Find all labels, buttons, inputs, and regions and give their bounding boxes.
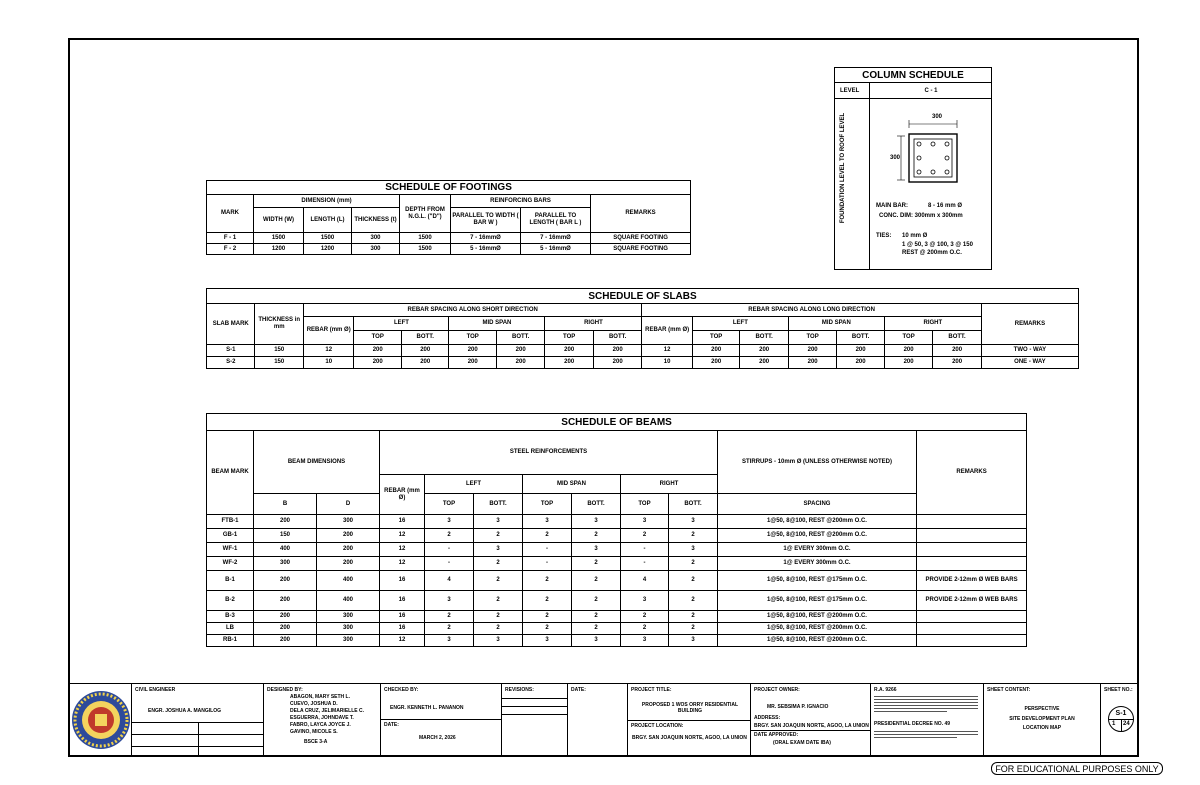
cell-value: 200	[740, 357, 788, 369]
footing-schedule-title: SCHEDULE OF FOOTINGS	[207, 181, 691, 195]
cell-value: 200	[545, 357, 593, 369]
col-header-top: TOP	[523, 494, 572, 515]
designer-name: DELA CRUZ, JELIMARIELLE C.	[290, 708, 364, 714]
cell-value: 2	[669, 571, 718, 591]
sheet-content-item: PERSPECTIVE	[1024, 706, 1060, 712]
cell-value: 3	[474, 543, 523, 557]
ra-label: R.A. 9266	[874, 687, 897, 693]
cell-value: 2	[621, 611, 669, 623]
cell-mark: S-1	[207, 345, 255, 357]
cell-mark: GB-1	[207, 529, 254, 543]
col-header-bott: BOTT.	[401, 331, 448, 345]
cell-mark: B-3	[207, 611, 254, 623]
table-row	[207, 357, 1079, 369]
table-row	[207, 623, 1027, 635]
cell-value: 200	[354, 345, 401, 357]
cell-d: 300	[317, 515, 380, 529]
cell-d: 300	[317, 623, 380, 635]
col-header-b: B	[254, 494, 317, 515]
col-header-bott: BOTT.	[496, 331, 544, 345]
cell-value: -	[425, 543, 474, 557]
ties-spacing: 1 @ 50, 3 @ 100, 3 @ 150	[902, 242, 973, 248]
column-schedule	[834, 67, 992, 270]
column-section-drawing	[835, 68, 993, 271]
designer-name: GAVINO, MICOLE S.	[290, 729, 338, 735]
cell-rebar: 16	[380, 611, 425, 623]
col-header-right: RIGHT	[884, 317, 981, 331]
col-header-left: LEFT	[425, 475, 523, 494]
col-header-remarks: REMARKS	[917, 431, 1027, 515]
cell-length: 1200	[304, 244, 352, 255]
cell-b: 200	[254, 571, 317, 591]
col-header-stirrups: STIRRUPS - 10mm Ø (UNLESS OTHERWISE NOTED)	[718, 431, 917, 494]
col-header-top: TOP	[354, 331, 401, 345]
col-header-rebar: REBAR (mm Ø)	[642, 317, 693, 345]
col-header-parallel-width: PARALLEL TO WIDTH ( BAR W )	[451, 208, 521, 233]
cell-value: -	[425, 557, 474, 571]
cell-value: 2	[474, 611, 523, 623]
ties-rest: REST @ 200mm O.C.	[902, 250, 962, 256]
date-label: DATE:	[384, 722, 399, 728]
col-header-left: LEFT	[692, 317, 788, 331]
col-header-bott: BOTT.	[572, 494, 621, 515]
col-header-beam-mark: BEAM MARK	[207, 431, 254, 515]
cell-b: 200	[254, 611, 317, 623]
col-header-width: WIDTH (W)	[254, 208, 304, 233]
cell-remarks: PROVIDE 2-12mm Ø WEB BARS	[917, 591, 1027, 611]
cell-value: 200	[449, 357, 496, 369]
project-location-label: PROJECT LOCATION:	[631, 723, 684, 729]
cell-value: 3	[621, 635, 669, 647]
designer-name: ESGUERRA, JOHNDAVE T.	[290, 715, 354, 721]
cell-b: 200	[254, 635, 317, 647]
cell-remarks	[917, 611, 1027, 623]
sheet-number: S-1	[1115, 710, 1127, 717]
col-header-depth: DEPTH FROM N.G.L. ("D")	[400, 195, 451, 233]
cell-value: 200	[933, 345, 981, 357]
footing-schedule-table	[206, 180, 691, 255]
cell-value: 200	[788, 345, 836, 357]
cell-b: 300	[254, 557, 317, 571]
cell-rebar: 12	[380, 557, 425, 571]
col-header-mid-span: MID SPAN	[449, 317, 545, 331]
col-header-top: TOP	[449, 331, 496, 345]
cell-mark: B-1	[207, 571, 254, 591]
cell-rebar: 12	[642, 345, 693, 357]
cell-b: 400	[254, 543, 317, 557]
cell-mark: RB-1	[207, 635, 254, 647]
cell-value: -	[523, 557, 572, 571]
cell-value: 2	[523, 623, 572, 635]
cell-value: 2	[425, 623, 474, 635]
date-approved-value: (ORAL EXAM DATE IBA)	[773, 740, 831, 746]
cell-value: 3	[572, 543, 621, 557]
cell-value: 2	[572, 557, 621, 571]
designer-name: FABRO, LAYCA JOYCE J.	[290, 722, 351, 728]
table-row	[207, 611, 1027, 623]
cell-value: 3	[669, 635, 718, 647]
cell-value: 2	[572, 623, 621, 635]
section-label: BSCE 3-A	[304, 739, 328, 745]
col-header-top: TOP	[545, 331, 593, 345]
cell-value: 2	[572, 591, 621, 611]
cell-rebar: 16	[380, 591, 425, 611]
col-header-steel: STEEL REINFORCEMENTS	[380, 431, 718, 475]
col-header-thickness: THICKNESS (t)	[352, 208, 400, 233]
col-header-spacing: SPACING	[718, 494, 917, 515]
cell-value: 200	[933, 357, 981, 369]
cell-value: 2	[523, 571, 572, 591]
col-header-mark: MARK	[207, 195, 254, 233]
col-header-top: TOP	[788, 331, 836, 345]
cell-rebar: 12	[380, 543, 425, 557]
cell-value: 4	[425, 571, 474, 591]
date-approved-label: DATE APPROVED:	[754, 732, 799, 738]
cell-value: 2	[621, 529, 669, 543]
cell-width: 1200	[254, 244, 304, 255]
cell-value: 2	[474, 591, 523, 611]
col-header-length: LENGTH (L)	[304, 208, 352, 233]
cell-remarks	[917, 515, 1027, 529]
cell-rebar: 16	[380, 623, 425, 635]
cell-value: -	[523, 543, 572, 557]
cell-spacing: 1@ EVERY 300mm O.C.	[718, 543, 917, 557]
col-header-remarks: REMARKS	[591, 195, 691, 233]
col-header-right: RIGHT	[621, 475, 718, 494]
cell-depth: 1500	[400, 233, 451, 244]
checked-by-label: CHECKED BY:	[384, 687, 419, 693]
cell-value: 2	[474, 529, 523, 543]
cell-value: 200	[449, 345, 496, 357]
revision-date-label: DATE:	[571, 687, 586, 693]
civil-engineer-label: CIVIL ENGINEER	[135, 687, 176, 693]
cell-value: 3	[669, 543, 718, 557]
cell-value: 2	[523, 611, 572, 623]
cell-value: 2	[669, 557, 718, 571]
cell-remarks: SQUARE FOOTING	[591, 244, 691, 255]
cell-remarks	[917, 623, 1027, 635]
cell-value: 3	[669, 515, 718, 529]
cell-spacing: 1@50, 8@100, REST @200mm O.C.	[718, 623, 917, 635]
project-title-label: PROJECT TITLE:	[631, 687, 672, 693]
cell-value: 2	[523, 591, 572, 611]
table-row	[207, 515, 1027, 529]
cell-value: 200	[788, 357, 836, 369]
cell-value: 200	[593, 357, 641, 369]
cell-thickness: 300	[352, 244, 400, 255]
col-header-bott: BOTT.	[669, 494, 718, 515]
col-header-long-direction: REBAR SPACING ALONG LONG DIRECTION	[642, 304, 981, 317]
fine-print-block	[874, 694, 978, 714]
sheet-number-label: SHEET NO.:	[1104, 687, 1133, 693]
column-schedule-title: COLUMN SCHEDULE	[835, 68, 991, 83]
date-value: MARCH 2, 2026	[419, 735, 456, 741]
cell-value: 2	[425, 611, 474, 623]
col-header-top: TOP	[425, 494, 474, 515]
cell-value: 3	[621, 591, 669, 611]
main-bar-label: MAIN BAR:	[876, 203, 908, 209]
cell-value: 2	[425, 529, 474, 543]
cell-value: 2	[523, 529, 572, 543]
cell-d: 400	[317, 591, 380, 611]
project-owner-cell	[750, 684, 870, 757]
cell-mark: B-2	[207, 591, 254, 611]
civil-engineer-name: ENGR. JOSHUA A. MANGILOG	[148, 708, 221, 714]
level-label: LEVEL	[840, 88, 860, 94]
col-header-thickness: THICKNESS in mm	[255, 304, 303, 345]
cell-bar-l: 5 - 16mmØ	[521, 244, 591, 255]
cell-mark: F - 2	[207, 244, 254, 255]
cell-remarks: ONE - WAY	[981, 357, 1078, 369]
col-header-d: D	[317, 494, 380, 515]
ties-size: 10 mm Ø	[902, 233, 928, 239]
cell-value: 2	[572, 529, 621, 543]
cell-value: 2	[572, 571, 621, 591]
cell-bar-w: 7 - 16mmØ	[451, 233, 521, 244]
cell-remarks: PROVIDE 2-12mm Ø WEB BARS	[917, 571, 1027, 591]
table-row	[207, 345, 1079, 357]
sheet-index: 1	[1112, 721, 1116, 727]
cell-bar-l: 7 - 16mmØ	[521, 233, 591, 244]
cell-mark: WF-2	[207, 557, 254, 571]
cell-value: 200	[692, 345, 739, 357]
col-header-top: TOP	[621, 494, 669, 515]
cell-b: 200	[254, 591, 317, 611]
legal-reference-cell	[870, 684, 983, 757]
cell-mark: LB	[207, 623, 254, 635]
table-row	[207, 635, 1027, 647]
cell-d: 300	[317, 635, 380, 647]
col-header-bott: BOTT.	[740, 331, 788, 345]
table-row	[207, 591, 1027, 611]
cell-value: 3	[474, 635, 523, 647]
sheet-content-cell	[983, 684, 1100, 757]
university-seal-logo	[71, 690, 131, 750]
column-mark: C - 1	[924, 88, 938, 94]
cell-rebar: 12	[380, 635, 425, 647]
col-header-right: RIGHT	[545, 317, 642, 331]
cell-value: 200	[496, 345, 544, 357]
cell-value: 4	[621, 571, 669, 591]
revisions-label: REVISIONS:	[505, 687, 534, 693]
cell-spacing: 1@50, 8@100, REST @200mm O.C.	[718, 515, 917, 529]
address-value: BRGY. SAN JOAQUIN NORTE, AGOO, LA UNION	[754, 723, 869, 729]
col-header-top: TOP	[692, 331, 739, 345]
table-row	[207, 233, 691, 244]
level-range-label: FOUNDATION LEVEL TO ROOF LEVEL	[840, 112, 846, 224]
cell-d: 200	[317, 557, 380, 571]
col-header-bott: BOTT.	[933, 331, 981, 345]
table-row	[207, 543, 1027, 557]
cell-width: 1500	[254, 233, 304, 244]
col-header-remarks: REMARKS	[981, 304, 1078, 345]
cell-rebar: 16	[380, 571, 425, 591]
designed-by-label: DESIGNED BY:	[267, 687, 303, 693]
project-owner-label: PROJECT OWNER:	[754, 687, 800, 693]
sheet-number-cell	[1100, 684, 1139, 757]
cell-depth: 1500	[400, 244, 451, 255]
col-header-rebar: REBAR (mm Ø)	[380, 475, 425, 515]
cell-value: 3	[523, 635, 572, 647]
cell-spacing: 1@50, 8@100, REST @175mm O.C.	[718, 591, 917, 611]
table-row	[207, 529, 1027, 543]
title-block	[68, 683, 1139, 757]
cell-rebar: 12	[380, 529, 425, 543]
checked-by-name: ENGR. KENNETH L. PANANON	[390, 705, 464, 711]
beam-schedule-title: SCHEDULE OF BEAMS	[207, 414, 1027, 431]
cell-value: 200	[401, 357, 448, 369]
cell-remarks	[917, 529, 1027, 543]
address-label: ADDRESS:	[754, 715, 781, 721]
cell-value: 3	[474, 515, 523, 529]
sheet-content-item: LOCATION MAP	[1022, 725, 1062, 731]
col-header-parallel-length: PARALLEL TO LENGTH ( BAR L )	[521, 208, 591, 233]
col-header-top: TOP	[884, 331, 932, 345]
col-header-beam-dimensions: BEAM DIMENSIONS	[254, 431, 380, 494]
cell-remarks: TWO - WAY	[981, 345, 1078, 357]
project-title: PROPOSED 1 WOS ORRY RESIDENTIAL BUILDING	[641, 702, 739, 714]
cell-d: 200	[317, 543, 380, 557]
cell-value: -	[621, 543, 669, 557]
cell-value: 3	[425, 515, 474, 529]
cell-bar-w: 5 - 16mmØ	[451, 244, 521, 255]
cell-d: 300	[317, 611, 380, 623]
revision-date-cell	[567, 684, 627, 757]
cell-value: 2	[474, 571, 523, 591]
cell-mark: WF-1	[207, 543, 254, 557]
project-owner: MR. SEBSIMA P. IGNACIO	[767, 704, 829, 710]
cell-rebar: 10	[642, 357, 693, 369]
cell-value: 2	[474, 557, 523, 571]
cell-value: 3	[523, 515, 572, 529]
cell-value: 3	[572, 515, 621, 529]
cell-spacing: 1@50, 8@100, REST @175mm O.C.	[718, 571, 917, 591]
cell-rebar: 10	[303, 357, 354, 369]
column-width-dimension: 300	[932, 114, 943, 120]
cell-value: 3	[572, 635, 621, 647]
cell-value: 3	[425, 635, 474, 647]
cell-value: 2	[669, 611, 718, 623]
cell-spacing: 1@50, 8@100, REST @200mm O.C.	[718, 529, 917, 543]
cell-d: 400	[317, 571, 380, 591]
cell-mark: F - 1	[207, 233, 254, 244]
col-header-mid-span: MID SPAN	[523, 475, 621, 494]
designed-by-cell	[263, 684, 380, 757]
cell-value: 2	[669, 623, 718, 635]
main-bar-value: 8 - 16 mm Ø	[928, 203, 963, 209]
cell-value: 3	[425, 591, 474, 611]
cell-value: 200	[401, 345, 448, 357]
column-depth-dimension: 300	[890, 155, 901, 161]
cell-thickness: 300	[352, 233, 400, 244]
cell-remarks	[917, 543, 1027, 557]
cell-b: 200	[254, 623, 317, 635]
cell-mark: FTB-1	[207, 515, 254, 529]
cell-thickness: 150	[255, 357, 303, 369]
cell-thickness: 150	[255, 345, 303, 357]
cell-value: 2	[572, 611, 621, 623]
fine-print-block	[874, 729, 978, 740]
pd-label: PRESIDENTIAL DECREE NO. 49	[874, 721, 951, 727]
col-header-reinforcing: REINFORCING BARS	[451, 195, 591, 208]
sheet-total: 24	[1123, 721, 1130, 727]
sheet-content-item: SITE DEVELOPMENT PLAN	[1009, 716, 1075, 722]
cell-rebar: 12	[303, 345, 354, 357]
cell-value: 200	[545, 345, 593, 357]
col-header-left: LEFT	[354, 317, 449, 331]
slab-schedule-table	[206, 288, 1079, 369]
concrete-dimension: CONC. DIM: 300mm x 300mm	[879, 213, 963, 219]
col-header-slab-mark: SLAB MARK	[207, 304, 255, 345]
designer-name: CUEVO, JOSHUA D.	[290, 701, 338, 707]
educational-purposes-note: FOR EDUCATIONAL PURPOSES ONLY	[991, 762, 1163, 775]
civil-engineer-cell	[131, 684, 263, 757]
cell-value: 2	[621, 623, 669, 635]
col-header-short-direction: REBAR SPACING ALONG SHORT DIRECTION	[303, 304, 641, 317]
cell-value: 2	[669, 529, 718, 543]
sheet-content-label: SHEET CONTENT:	[987, 687, 1031, 693]
col-header-mid-span: MID SPAN	[788, 317, 884, 331]
slab-schedule-title: SCHEDULE OF SLABS	[207, 289, 1079, 304]
cell-value: 2	[474, 623, 523, 635]
table-row	[207, 244, 691, 255]
cell-value: -	[621, 557, 669, 571]
cell-spacing: 1@50, 8@100, REST @200mm O.C.	[718, 611, 917, 623]
table-row	[207, 557, 1027, 571]
cell-value: 2	[669, 591, 718, 611]
col-header-bott: BOTT.	[474, 494, 523, 515]
col-header-bott: BOTT.	[837, 331, 884, 345]
revisions-cell	[501, 684, 567, 757]
cell-spacing: 1@50, 8@100, REST @200mm O.C.	[718, 635, 917, 647]
cell-value: 200	[593, 345, 641, 357]
cell-value: 200	[740, 345, 788, 357]
cell-value: 200	[354, 357, 401, 369]
table-row	[207, 571, 1027, 591]
designer-name: ABAGON, MARY SETH L.	[290, 694, 351, 700]
cell-rebar: 16	[380, 515, 425, 529]
cell-b: 150	[254, 529, 317, 543]
cell-b: 200	[254, 515, 317, 529]
project-title-cell	[627, 684, 750, 757]
checked-by-cell	[380, 684, 501, 757]
cell-value: 200	[496, 357, 544, 369]
cell-value: 200	[692, 357, 739, 369]
cell-spacing: 1@ EVERY 300mm O.C.	[718, 557, 917, 571]
cell-remarks	[917, 635, 1027, 647]
cell-value: 200	[837, 345, 884, 357]
col-header-bott: BOTT.	[593, 331, 641, 345]
cell-remarks: SQUARE FOOTING	[591, 233, 691, 244]
sheet-number-bubble	[1108, 706, 1134, 732]
cell-value: 200	[884, 345, 932, 357]
project-location: BRGY. SAN JOAQUIN NORTE, AGOO, LA UNION	[632, 735, 747, 741]
cell-remarks	[917, 557, 1027, 571]
ties-label: TIES:	[876, 233, 892, 239]
cell-value: 200	[884, 357, 932, 369]
cell-value: 200	[837, 357, 884, 369]
beam-schedule-table	[206, 413, 1027, 647]
cell-value: 3	[621, 515, 669, 529]
col-header-dimension: DIMENSION (mm)	[254, 195, 400, 208]
cell-d: 200	[317, 529, 380, 543]
cell-mark: S-2	[207, 357, 255, 369]
col-header-rebar: REBAR (mm Ø)	[303, 317, 354, 345]
cell-length: 1500	[304, 233, 352, 244]
